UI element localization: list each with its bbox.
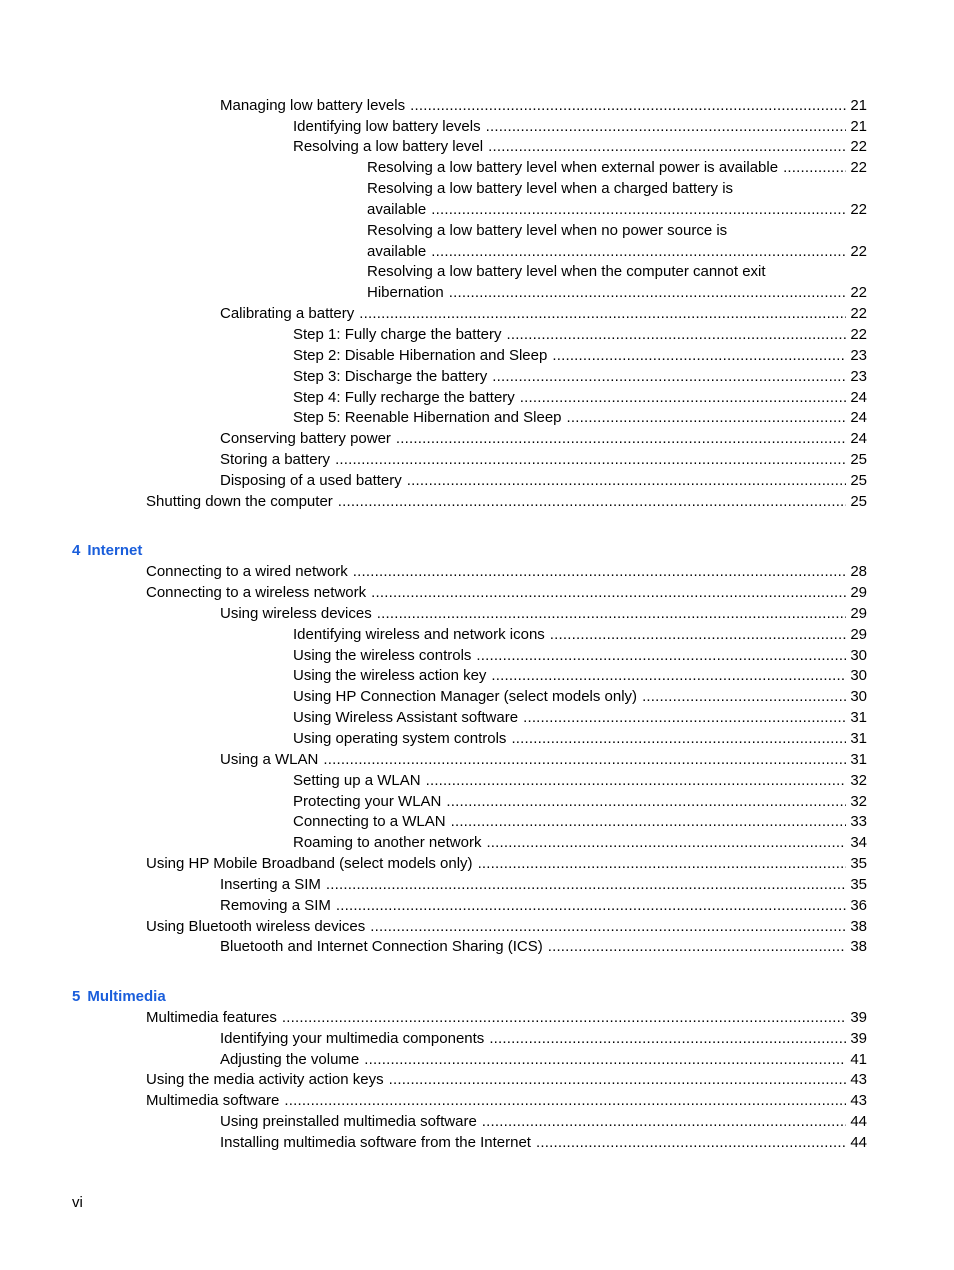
dot-leader [449, 283, 847, 303]
toc-entry-page: 35 [850, 855, 867, 872]
dot-leader [520, 388, 847, 408]
toc-entry-page: 29 [850, 626, 867, 643]
toc-entry[interactable] [220, 1029, 867, 1049]
toc-entry[interactable] [293, 388, 867, 408]
toc-entry-page: 22 [850, 201, 867, 218]
toc-entry-page: 31 [850, 751, 867, 768]
toc-entry-page: 23 [850, 347, 867, 364]
toc-entry-page: 35 [850, 876, 867, 893]
toc-entry-title: Using Bluetooth wireless devices [146, 918, 366, 935]
toc-entry[interactable] [220, 1050, 867, 1070]
toc-entry-title: Step 1: Fully charge the battery [293, 326, 502, 343]
toc-entry[interactable] [367, 158, 867, 178]
toc-entry-title: Connecting to a WLAN [293, 813, 446, 830]
toc-entry[interactable] [146, 1008, 867, 1028]
dot-leader [446, 792, 846, 812]
toc-entry-title: Storing a battery [220, 451, 331, 468]
dot-leader [338, 492, 847, 512]
dot-leader [476, 646, 846, 666]
toc-entry-title: Resolving a low battery level when external power is available [367, 159, 779, 176]
toc-entry[interactable] [146, 854, 867, 874]
dot-leader [431, 242, 846, 262]
toc-entry[interactable] [146, 492, 867, 512]
toc-entry[interactable] [367, 283, 867, 303]
toc-entry[interactable] [220, 604, 867, 624]
dot-leader [396, 429, 846, 449]
chapter-title: Internet [87, 542, 143, 559]
toc-entry-page: 25 [850, 493, 867, 510]
toc-entry-page: 22 [850, 305, 867, 322]
dot-leader [506, 325, 846, 345]
toc-entry-page: 31 [850, 709, 867, 726]
toc-entry-page: 30 [850, 688, 867, 705]
toc-entry[interactable] [293, 625, 867, 645]
toc-entry-title: Disposing of a used battery [220, 472, 402, 489]
toc-entry[interactable] [146, 1070, 867, 1090]
toc-entry[interactable] [367, 200, 867, 220]
toc-entry-page: 43 [850, 1092, 867, 1109]
toc-entry-title: Step 3: Discharge the battery [293, 368, 488, 385]
dot-leader [431, 200, 846, 220]
toc-entry-page: 29 [850, 584, 867, 601]
toc-entry-page: 39 [850, 1009, 867, 1026]
toc-entry[interactable] [220, 304, 867, 324]
toc-entry-page: 39 [850, 1030, 867, 1047]
toc-entry-page: 25 [850, 472, 867, 489]
toc-entry-title: Connecting to a wireless network [146, 584, 367, 601]
toc-entry-title: Removing a SIM [220, 897, 331, 914]
toc-entry[interactable] [220, 937, 867, 957]
toc-entry-page: 24 [850, 389, 867, 406]
dot-leader [491, 666, 846, 686]
toc-entry-page: 22 [850, 243, 867, 260]
dot-leader [407, 471, 847, 491]
dot-leader [478, 854, 847, 874]
dot-leader [550, 625, 847, 645]
dot-leader [426, 771, 847, 791]
dot-leader [323, 750, 846, 770]
toc-entry[interactable] [220, 750, 867, 770]
toc-entry[interactable] [293, 792, 867, 812]
dot-leader [326, 875, 846, 895]
dot-leader [552, 346, 846, 366]
toc-entry-title: Using the wireless controls [293, 647, 472, 664]
toc-entry[interactable] [293, 367, 867, 387]
dot-leader [486, 117, 847, 137]
chapter-title: Multimedia [87, 988, 166, 1005]
dot-leader [488, 137, 846, 157]
toc-entry-page: 22 [850, 138, 867, 155]
toc-entry[interactable] [220, 875, 867, 895]
toc-entry-page: 21 [850, 97, 867, 114]
dot-leader [567, 408, 847, 428]
toc-entry-page: 28 [850, 563, 867, 580]
toc-entry-page: 44 [850, 1134, 867, 1151]
toc-entry-page: 25 [850, 451, 867, 468]
chapter-number: 4 [72, 542, 81, 559]
toc-entry-title: Using HP Mobile Broadband (select models only) [146, 855, 473, 872]
toc-entry-page: 22 [850, 159, 867, 176]
toc-entry[interactable] [293, 117, 867, 137]
toc-entry-title: Hibernation [367, 284, 444, 301]
toc-entry-title: Shutting down the computer [146, 493, 333, 510]
toc-entry[interactable] [293, 646, 867, 666]
toc-entry-title: Conserving battery power [220, 430, 391, 447]
toc-entry-title: Adjusting the volume [220, 1051, 360, 1068]
toc-entry-title: Multimedia software [146, 1092, 280, 1109]
toc-entry[interactable] [293, 729, 867, 749]
toc-entry-title: Using the wireless action key [293, 667, 487, 684]
toc-entry-page: 33 [850, 813, 867, 830]
toc-entry-title: Bluetooth and Internet Connection Sharing (ICS) [220, 938, 543, 955]
toc-entry-title: Using the media activity action keys [146, 1071, 384, 1088]
toc-entry-title: Identifying low battery levels [293, 118, 481, 135]
toc-entry-title: Identifying your multimedia components [220, 1030, 485, 1047]
toc-entry-page: 36 [850, 897, 867, 914]
toc-entry-title: Multimedia features [146, 1009, 277, 1026]
toc-entry[interactable] [293, 687, 867, 707]
toc-entry-page: 43 [850, 1071, 867, 1088]
toc-entry-title-line1: Resolving a low battery level when the computer cannot exit [367, 263, 766, 280]
dot-leader [410, 96, 846, 116]
toc-entry-title: Connecting to a wired network [146, 563, 348, 580]
page-number-footer: vi [72, 1194, 83, 1211]
chapter-heading-internet[interactable] [72, 541, 142, 561]
toc-entry[interactable] [220, 1112, 867, 1132]
toc-entry-title: Managing low battery levels [220, 97, 406, 114]
toc-entry-page: 32 [850, 772, 867, 789]
toc-entry-title-line1: Resolving a low battery level when a charged battery is [367, 180, 734, 197]
toc-entry-title-line1: Resolving a low battery level when no power source is [367, 222, 728, 239]
dot-leader [511, 729, 846, 749]
toc-entry-title: Inserting a SIM [220, 876, 321, 893]
dot-leader [523, 708, 846, 728]
toc-entry-page: 23 [850, 368, 867, 385]
dot-leader [486, 833, 846, 853]
dot-leader [282, 1008, 846, 1028]
toc-entry-title: Step 5: Reenable Hibernation and Sleep [293, 409, 562, 426]
chapter-number: 5 [72, 988, 81, 1005]
toc-entry-title: Roaming to another network [293, 834, 482, 851]
dot-leader [783, 158, 846, 178]
toc-entry-title: Setting up a WLAN [293, 772, 421, 789]
toc-entry-title: Calibrating a battery [220, 305, 355, 322]
dot-leader [284, 1091, 846, 1111]
toc-entry[interactable] [293, 812, 867, 832]
toc-entry-page: 44 [850, 1113, 867, 1130]
toc-entry[interactable] [146, 562, 867, 582]
dot-leader [492, 367, 846, 387]
dot-leader [371, 583, 846, 603]
dot-leader [489, 1029, 846, 1049]
dot-leader [451, 812, 847, 832]
toc-entry-title: Step 2: Disable Hibernation and Sleep [293, 347, 548, 364]
toc-entry[interactable] [293, 137, 867, 157]
toc-entry[interactable] [220, 896, 867, 916]
toc-entry-title: Using operating system controls [293, 730, 507, 747]
toc-entry[interactable] [220, 471, 867, 491]
toc-entry-page: 22 [850, 326, 867, 343]
dot-leader [536, 1133, 846, 1153]
toc-entry-title: Resolving a low battery level [293, 138, 484, 155]
toc-entry-title: available [367, 243, 427, 260]
chapter-heading-multimedia[interactable] [72, 987, 166, 1007]
toc-entry[interactable] [293, 666, 867, 686]
toc-entry-page: 31 [850, 730, 867, 747]
toc-entry[interactable] [220, 450, 867, 470]
toc-entry[interactable] [220, 1133, 867, 1153]
toc-entry-title: Using preinstalled multimedia software [220, 1113, 477, 1130]
toc-entry[interactable] [367, 242, 867, 262]
dot-leader [353, 562, 847, 582]
dot-leader [364, 1050, 846, 1070]
toc-entry[interactable] [293, 833, 867, 853]
dot-leader [482, 1112, 847, 1132]
toc-entry-page: 30 [850, 667, 867, 684]
toc-entry-page: 24 [850, 430, 867, 447]
toc-entry-page: 24 [850, 409, 867, 426]
toc-entry[interactable] [146, 917, 867, 937]
toc-entry[interactable] [293, 771, 867, 791]
toc-entry-page: 29 [850, 605, 867, 622]
toc-entry-title: Using a WLAN [220, 751, 319, 768]
toc-entry-page: 32 [850, 793, 867, 810]
toc-entry[interactable] [220, 96, 867, 116]
toc-entry-page: 38 [850, 918, 867, 935]
toc-entry[interactable] [293, 325, 867, 345]
dot-leader [548, 937, 847, 957]
toc-entry[interactable] [146, 1091, 867, 1111]
toc-entry-title: Using HP Connection Manager (select models only) [293, 688, 638, 705]
toc-entry[interactable] [220, 429, 867, 449]
toc-entry-page: 22 [850, 284, 867, 301]
toc-entry[interactable] [146, 583, 867, 603]
dot-leader [642, 687, 846, 707]
toc-entry-page: 30 [850, 647, 867, 664]
dot-leader [370, 917, 846, 937]
dot-leader [335, 450, 846, 470]
toc-entry[interactable] [293, 408, 867, 428]
toc-entry-title: Installing multimedia software from the Internet [220, 1134, 531, 1151]
toc-entry-page: 34 [850, 834, 867, 851]
toc-entry-page: 38 [850, 938, 867, 955]
toc-entry[interactable] [293, 708, 867, 728]
dot-leader [389, 1070, 847, 1090]
toc-entry-title: Using wireless devices [220, 605, 372, 622]
dot-leader [336, 896, 846, 916]
toc-entry-title: Identifying wireless and network icons [293, 626, 545, 643]
toc-entry-title: Step 4: Fully recharge the battery [293, 389, 515, 406]
toc-entry[interactable] [293, 346, 867, 366]
toc-entry-page: 21 [850, 118, 867, 135]
toc-entry-title: Protecting your WLAN [293, 793, 442, 810]
toc-entry-page: 41 [850, 1051, 867, 1068]
dot-leader [377, 604, 847, 624]
dot-leader [359, 304, 846, 324]
toc-entry-title: available [367, 201, 427, 218]
toc-entry-title: Using Wireless Assistant software [293, 709, 519, 726]
